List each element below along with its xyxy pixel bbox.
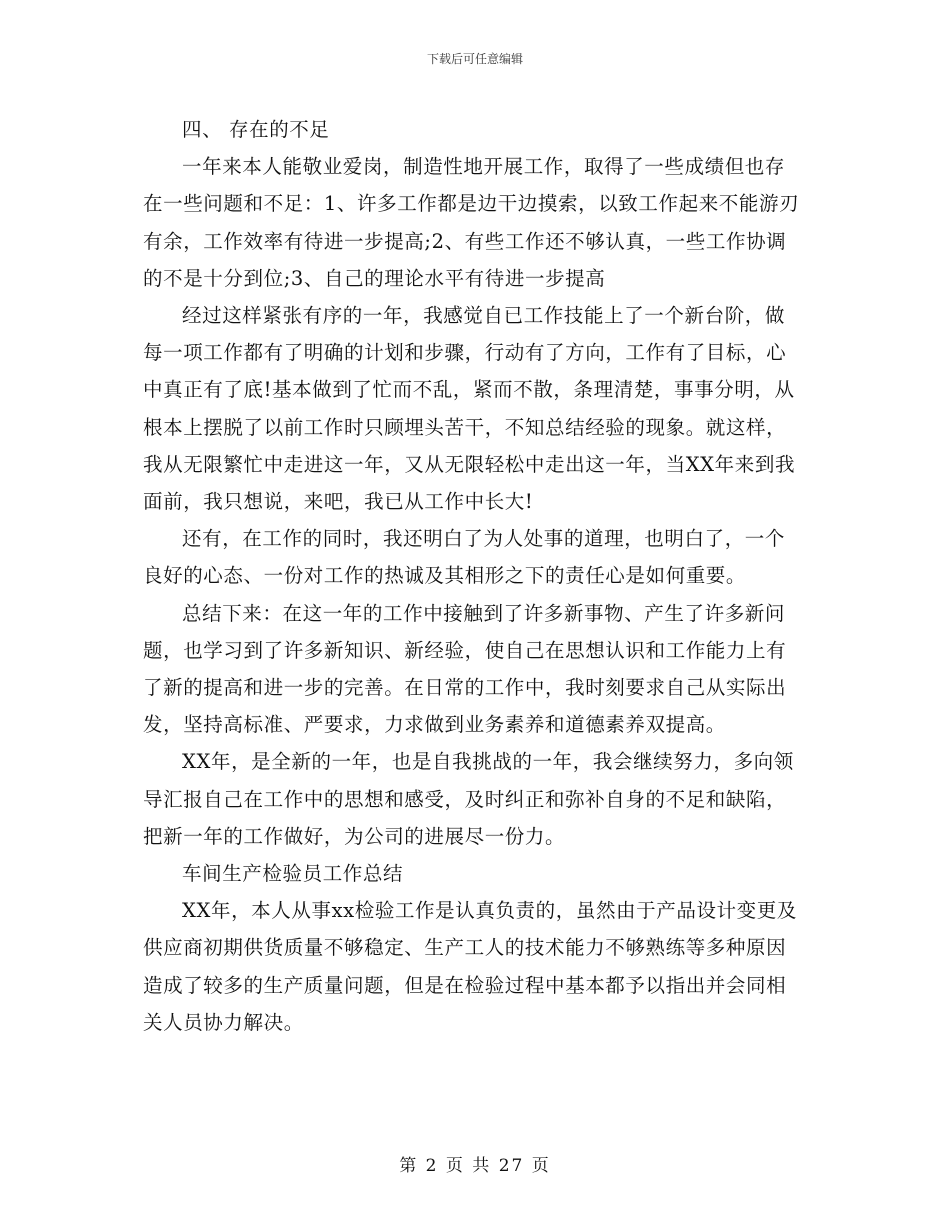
section-title: 车间生产检验员工作总结	[182, 862, 404, 886]
paragraph: 还有，在工作的同时，我还明白了为人处事的道理，也明白了，一个良好的心态、一份对工作的热诚及其相形之下的责任心是如何重要。	[143, 527, 786, 588]
paragraph: 一年来本人能敬业爱岗，制造性地开展工作，取得了一些成绩但也存在一些问题和不足：1、许多工作都是边干边摸索，以致工作起来不能游刃有余，工作效率有待进一步提高;2、有些工作还不够认真，一些工作协调的不是十分到位;3、自己的理论水平有待进一步提高	[143, 155, 800, 290]
paragraph: XX年，是全新的一年，也是自我挑战的一年，我会继续努力，多向领导汇报自己在工作中的思想和感受，及时纠正和弥补自身的不足和缺陷，把新一年的工作做好，为公司的进展尽一份力。	[143, 750, 794, 848]
document-body	[143, 111, 803, 1041]
page-number: 第 2 页 共 27 页	[399, 1156, 551, 1176]
paragraph: 经过这样紧张有序的一年，我感觉自已工作技能上了一个新台阶，做每一项工作都有了明确的计划和步骤，行动有了方向，工作有了目标，心中真正有了底!基本做到了忙而不乱，紧而不散，条理清楚，事事分明，从根本上摆脱了以前工作时只顾埋头苦干，不知总结经验的现象。就这样，我从无限繁忙中走进这一年，又从无限轻松中走出这一年，当XX年来到我面前，我只想说，来吧，我已从工作中长大!	[143, 304, 796, 514]
paragraph: 总结下来：在这一年的工作中接触到了许多新事物、产生了许多新问题，也学习到了许多新知识、新经验，使自己在思想认识和工作能力上有了新的提高和进一步的完善。在日常的工作中，我时刻要求自己从实际出发，坚持高标准、严要求，力求做到业务素养和道德素养双提高。	[143, 601, 787, 737]
paragraph: XX年，本人从事xx检验工作是认真负责的，虽然由于产品设计变更及供应商初期供货质量不够稳定、生产工人的技术能力不够熟练等多种原因造成了较多的生产质量问题，但是在检验过程中基本都予以指出并会同相关人员协力解决。	[143, 899, 797, 1034]
section-heading: 四、 存在的不足	[182, 118, 330, 141]
page-header-note: 下载后可任意编辑	[426, 52, 523, 66]
